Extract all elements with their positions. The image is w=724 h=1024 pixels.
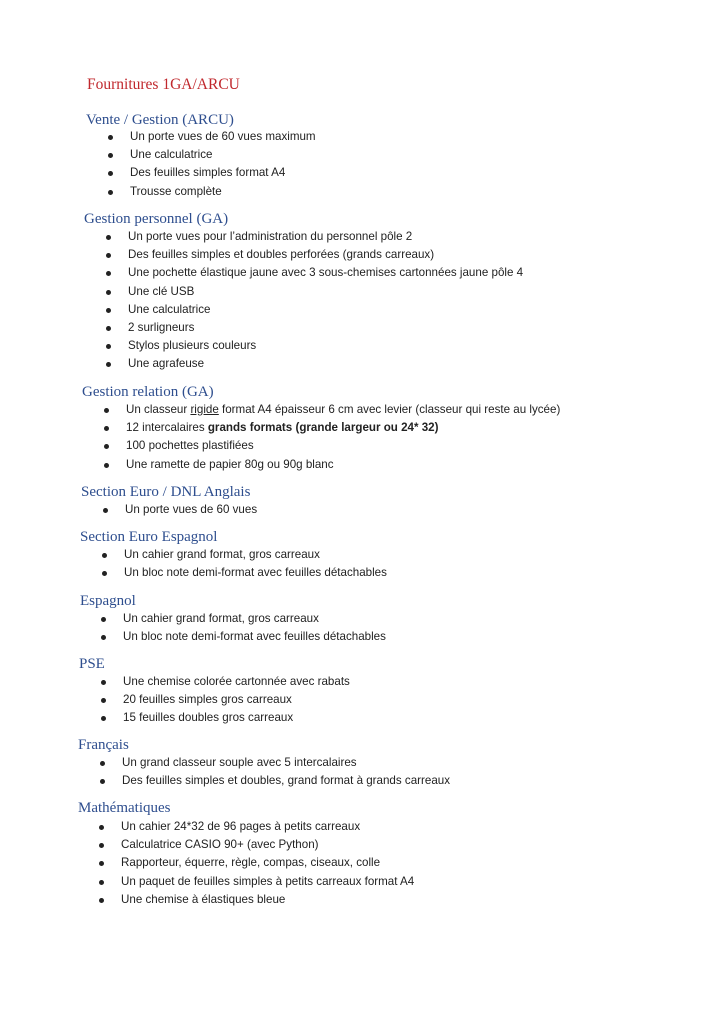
bullet-icon [108,171,113,176]
bullet-icon [106,271,111,276]
bullet-icon [102,553,107,558]
bullet-icon [101,635,106,640]
bullet-icon [101,680,106,685]
bullet-icon [100,779,105,784]
section-heading-vente-gestion: Vente / Gestion (ARCU) [86,112,234,128]
bullet-icon [106,235,111,240]
section-heading-euro-espagnol: Section Euro Espagnol [80,529,218,545]
bullet-icon [108,190,113,195]
bullet-icon [99,880,104,885]
bullet-icon [102,571,107,576]
bullet-icon [99,843,104,848]
bullet-icon [104,408,109,413]
bullet-icon [106,362,111,367]
bullet-icon [101,698,106,703]
bullet-icon [104,444,109,449]
bullet-icon [108,135,113,140]
document-page: Fournitures 1GA/ARCU Vente / Gestion (ARCU) Un porte vues de 60 vues maximum Une calculatrice Des feuilles simples format A4 Trousse complète Gestion personnel (GA) Un porte vues pour l’administration du personnel pôle 2 Des feuilles simples et doubles perforées (grands carreaux) Une pochette élastique jaune avec 3 sous-chemises cartonnées jaune pôle 4 Une clé USB Une calculatrice 2 surligneurs Stylos plusieurs couleurs Une agrafeuse Gestion relation (GA) Un classeur rigide format A4 épaisseur 6 cm avec levier (classeur qui reste au lycée) 12 intercalaires grands formats (grande largeur ou 24* 32) 100 pochettes plastifiées Une ramette de papier 80g ou 90g blanc Section Euro / DNL Anglais Un porte vues de 60 vues Section Euro Espagnol Un cahier grand format, gros carreaux Un bloc note demi-format avec feuilles détachables Espagnol Un cahier grand format, gros carreaux Un bloc note demi-format avec feuilles détachables PSE Une chemise colorée cartonnée avec rabats 20 feuilles simples gros carreaux 15 feuilles doubles gros carreaux Français Un grand classeur souple avec 5 intercalaires Des feuilles simples et doubles, grand format à grands carreaux Mathématiques Un cahier 24*32 de 96 pages à petits carreaux Calculatrice CASIO 90+ (avec Python) Rapporteur, équerre, règle, compas, ciseaux, colle Un paquet de feuilles simples à petits carreaux format A4 Une chemise à élastiques bleue [78,76,561,906]
bullet-icon [99,825,104,830]
section-heading-gestion-personnel: Gestion personnel (GA) [84,211,229,227]
section-heading-francais: Français [78,737,129,753]
bullet-icon [104,426,109,431]
bullet-icon [101,617,106,622]
bullet-icon [106,326,111,331]
bullet-icon [100,761,105,766]
bullet-icon [106,344,111,349]
bullet-icon [99,898,104,903]
section-heading-gestion-relation: Gestion relation (GA) [82,384,214,400]
bullet-icon [106,253,111,258]
bullet-icon [101,716,106,721]
section-heading-euro-anglais: Section Euro / DNL Anglais [81,484,251,500]
section-heading-pse: PSE [79,656,105,672]
bullet-icon [104,463,109,468]
bullet-icon [103,508,108,513]
bullet-icon [108,153,113,158]
bullet-icon [106,290,111,295]
section-heading-espagnol: Espagnol [80,593,136,609]
page-title: Fournitures 1GA/ARCU [87,76,240,93]
bullet-icon [99,861,104,866]
bullet-icon [106,308,111,313]
section-heading-mathematiques: Mathématiques [78,800,171,816]
